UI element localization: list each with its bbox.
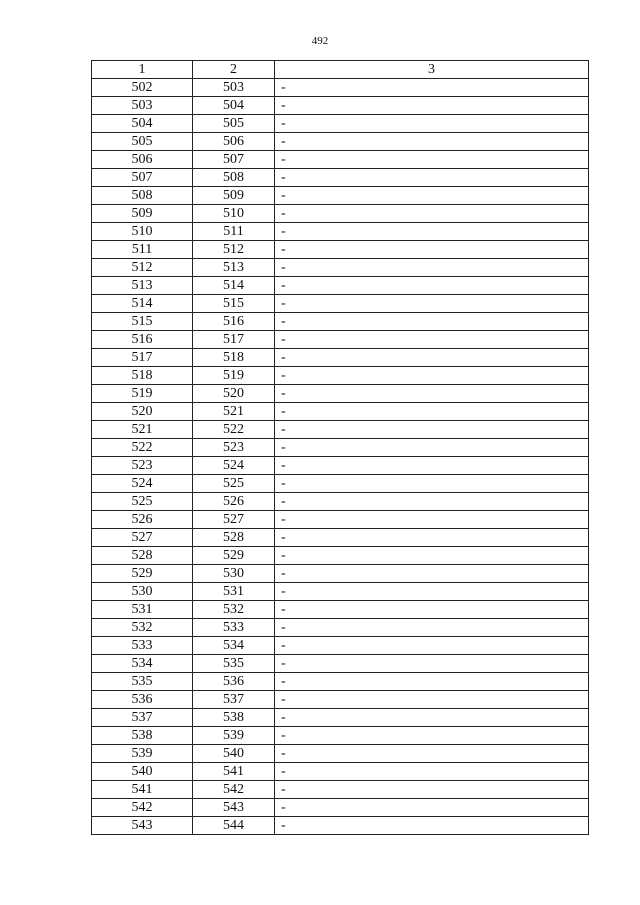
table-cell-col-1: 542 bbox=[92, 799, 193, 817]
table-cell-col-1: 534 bbox=[92, 655, 193, 673]
table-cell-col-1: 516 bbox=[92, 331, 193, 349]
header-row bbox=[92, 61, 589, 79]
table-cell-col-1: 512 bbox=[92, 259, 193, 277]
table-cell-col-2: 541 bbox=[193, 763, 275, 781]
table-cell-col-3: - bbox=[275, 583, 589, 601]
table-cell-col-1: 541 bbox=[92, 781, 193, 799]
table-cell-col-2: 536 bbox=[193, 673, 275, 691]
table-cell-col-1: 539 bbox=[92, 745, 193, 763]
table-row bbox=[92, 745, 589, 763]
header-cell-1: 1 bbox=[92, 61, 193, 79]
table-row bbox=[92, 169, 589, 187]
table-cell-col-1: 530 bbox=[92, 583, 193, 601]
table-row bbox=[92, 547, 589, 565]
table-cell-col-1: 524 bbox=[92, 475, 193, 493]
table-cell-col-1: 520 bbox=[92, 403, 193, 421]
table-header bbox=[92, 61, 589, 79]
table-cell-col-3: - bbox=[275, 313, 589, 331]
table-row bbox=[92, 115, 589, 133]
table-cell-col-1: 503 bbox=[92, 97, 193, 115]
table-row bbox=[92, 349, 589, 367]
table-row bbox=[92, 187, 589, 205]
table-row bbox=[92, 259, 589, 277]
table-row bbox=[92, 511, 589, 529]
table-cell-col-2: 530 bbox=[193, 565, 275, 583]
table-cell-col-1: 531 bbox=[92, 601, 193, 619]
table-cell-col-3: - bbox=[275, 565, 589, 583]
table-row bbox=[92, 133, 589, 151]
table-cell-col-2: 534 bbox=[193, 637, 275, 655]
table-cell-col-3: - bbox=[275, 457, 589, 475]
table-cell-col-2: 515 bbox=[193, 295, 275, 313]
table-cell-col-2: 523 bbox=[193, 439, 275, 457]
table-cell-col-3: - bbox=[275, 367, 589, 385]
table-cell-col-1: 527 bbox=[92, 529, 193, 547]
header-cell-3: 3 bbox=[275, 61, 589, 79]
table-body bbox=[92, 79, 589, 835]
table-cell-col-3: - bbox=[275, 655, 589, 673]
table-cell-col-1: 537 bbox=[92, 709, 193, 727]
table-cell-col-1: 502 bbox=[92, 79, 193, 97]
table-cell-col-1: 519 bbox=[92, 385, 193, 403]
table-cell-col-3: - bbox=[275, 421, 589, 439]
table-row bbox=[92, 457, 589, 475]
table-cell-col-1: 536 bbox=[92, 691, 193, 709]
table-cell-col-2: 517 bbox=[193, 331, 275, 349]
table-row bbox=[92, 799, 589, 817]
table-row bbox=[92, 781, 589, 799]
table-cell-col-2: 542 bbox=[193, 781, 275, 799]
table-row bbox=[92, 727, 589, 745]
table-cell-col-3: - bbox=[275, 259, 589, 277]
table-cell-col-1: 533 bbox=[92, 637, 193, 655]
table-row bbox=[92, 205, 589, 223]
table-row bbox=[92, 817, 589, 835]
table-cell-col-2: 537 bbox=[193, 691, 275, 709]
table-cell-col-1: 505 bbox=[92, 133, 193, 151]
table-row bbox=[92, 493, 589, 511]
table-row bbox=[92, 313, 589, 331]
table-row bbox=[92, 475, 589, 493]
table-cell-col-3: - bbox=[275, 115, 589, 133]
table-cell-col-3: - bbox=[275, 79, 589, 97]
table-cell-col-1: 521 bbox=[92, 421, 193, 439]
table-row bbox=[92, 763, 589, 781]
table-cell-col-1: 513 bbox=[92, 277, 193, 295]
table-cell-col-1: 510 bbox=[92, 223, 193, 241]
table-cell-col-1: 509 bbox=[92, 205, 193, 223]
table-row bbox=[92, 277, 589, 295]
table-cell-col-2: 524 bbox=[193, 457, 275, 475]
table-cell-col-1: 514 bbox=[92, 295, 193, 313]
table-cell-col-1: 529 bbox=[92, 565, 193, 583]
table-cell-col-2: 532 bbox=[193, 601, 275, 619]
table-cell-col-1: 526 bbox=[92, 511, 193, 529]
table-cell-col-2: 526 bbox=[193, 493, 275, 511]
table-cell-col-2: 511 bbox=[193, 223, 275, 241]
table-cell-col-2: 544 bbox=[193, 817, 275, 835]
table-cell-col-2: 522 bbox=[193, 421, 275, 439]
table-cell-col-3: - bbox=[275, 619, 589, 637]
table-row bbox=[92, 241, 589, 259]
table-cell-col-1: 507 bbox=[92, 169, 193, 187]
table-cell-col-3: - bbox=[275, 295, 589, 313]
table-cell-col-2: 505 bbox=[193, 115, 275, 133]
table-cell-col-3: - bbox=[275, 817, 589, 835]
table-cell-col-1: 540 bbox=[92, 763, 193, 781]
table-cell-col-2: 527 bbox=[193, 511, 275, 529]
table-cell-col-2: 519 bbox=[193, 367, 275, 385]
table-cell-col-1: 522 bbox=[92, 439, 193, 457]
table-cell-col-2: 503 bbox=[193, 79, 275, 97]
table-row bbox=[92, 619, 589, 637]
table-cell-col-2: 539 bbox=[193, 727, 275, 745]
table-cell-col-2: 512 bbox=[193, 241, 275, 259]
table-cell-col-2: 513 bbox=[193, 259, 275, 277]
table-row bbox=[92, 583, 589, 601]
table-cell-col-3: - bbox=[275, 691, 589, 709]
table-cell-col-3: - bbox=[275, 223, 589, 241]
table-cell-col-2: 518 bbox=[193, 349, 275, 367]
table-cell-col-3: - bbox=[275, 349, 589, 367]
table-cell-col-2: 509 bbox=[193, 187, 275, 205]
table-cell-col-3: - bbox=[275, 493, 589, 511]
table-cell-col-3: - bbox=[275, 727, 589, 745]
table-cell-col-2: 543 bbox=[193, 799, 275, 817]
table-cell-col-2: 528 bbox=[193, 529, 275, 547]
table-cell-col-3: - bbox=[275, 529, 589, 547]
table-cell-col-2: 507 bbox=[193, 151, 275, 169]
table-row bbox=[92, 655, 589, 673]
table-row bbox=[92, 79, 589, 97]
table-cell-col-3: - bbox=[275, 511, 589, 529]
table-cell-col-1: 511 bbox=[92, 241, 193, 259]
table-cell-col-1: 518 bbox=[92, 367, 193, 385]
data-table bbox=[91, 60, 589, 835]
table-cell-col-3: - bbox=[275, 709, 589, 727]
table-cell-col-3: - bbox=[275, 637, 589, 655]
table-cell-col-1: 535 bbox=[92, 673, 193, 691]
table-row bbox=[92, 385, 589, 403]
table-cell-col-1: 515 bbox=[92, 313, 193, 331]
table-cell-col-3: - bbox=[275, 601, 589, 619]
table-cell-col-3: - bbox=[275, 547, 589, 565]
table-cell-col-3: - bbox=[275, 97, 589, 115]
table-cell-col-3: - bbox=[275, 385, 589, 403]
table-cell-col-2: 533 bbox=[193, 619, 275, 637]
table-cell-col-1: 543 bbox=[92, 817, 193, 835]
table-row bbox=[92, 637, 589, 655]
header-cell-2: 2 bbox=[193, 61, 275, 79]
table-cell-col-3: - bbox=[275, 133, 589, 151]
table-cell-col-2: 535 bbox=[193, 655, 275, 673]
table-cell-col-1: 508 bbox=[92, 187, 193, 205]
table-cell-col-3: - bbox=[275, 241, 589, 259]
table-row bbox=[92, 601, 589, 619]
table-cell-col-2: 521 bbox=[193, 403, 275, 421]
table-cell-col-2: 516 bbox=[193, 313, 275, 331]
table-row bbox=[92, 295, 589, 313]
table-cell-col-1: 504 bbox=[92, 115, 193, 133]
table-cell-col-1: 525 bbox=[92, 493, 193, 511]
table-cell-col-2: 514 bbox=[193, 277, 275, 295]
table-cell-col-2: 510 bbox=[193, 205, 275, 223]
page-number: 492 bbox=[311, 35, 329, 47]
table-row bbox=[92, 331, 589, 349]
table-row bbox=[92, 97, 589, 115]
table-cell-col-3: - bbox=[275, 403, 589, 421]
table-cell-col-3: - bbox=[275, 277, 589, 295]
table-row bbox=[92, 151, 589, 169]
table-cell-col-1: 532 bbox=[92, 619, 193, 637]
table-cell-col-1: 517 bbox=[92, 349, 193, 367]
table-cell-col-2: 538 bbox=[193, 709, 275, 727]
table-cell-col-2: 540 bbox=[193, 745, 275, 763]
table-row bbox=[92, 421, 589, 439]
table-cell-col-2: 506 bbox=[193, 133, 275, 151]
table-cell-col-2: 520 bbox=[193, 385, 275, 403]
table-cell-col-3: - bbox=[275, 475, 589, 493]
table-cell-col-3: - bbox=[275, 781, 589, 799]
table-row bbox=[92, 439, 589, 457]
table-cell-col-3: - bbox=[275, 439, 589, 457]
table-row bbox=[92, 709, 589, 727]
table-cell-col-3: - bbox=[275, 331, 589, 349]
table-row bbox=[92, 565, 589, 583]
table-row bbox=[92, 691, 589, 709]
table-cell-col-2: 525 bbox=[193, 475, 275, 493]
table-cell-col-3: - bbox=[275, 745, 589, 763]
table-cell-col-1: 538 bbox=[92, 727, 193, 745]
table-cell-col-3: - bbox=[275, 169, 589, 187]
table-row bbox=[92, 367, 589, 385]
table-cell-col-2: 531 bbox=[193, 583, 275, 601]
table-cell-col-1: 506 bbox=[92, 151, 193, 169]
table-cell-col-2: 508 bbox=[193, 169, 275, 187]
table-row bbox=[92, 673, 589, 691]
table-cell-col-3: - bbox=[275, 151, 589, 169]
table-cell-col-3: - bbox=[275, 205, 589, 223]
table-cell-col-2: 504 bbox=[193, 97, 275, 115]
table-row bbox=[92, 403, 589, 421]
table-cell-col-1: 528 bbox=[92, 547, 193, 565]
table-cell-col-1: 523 bbox=[92, 457, 193, 475]
table-cell-col-2: 529 bbox=[193, 547, 275, 565]
table-cell-col-3: - bbox=[275, 187, 589, 205]
table-row bbox=[92, 529, 589, 547]
table-cell-col-3: - bbox=[275, 673, 589, 691]
table-row bbox=[92, 223, 589, 241]
table-cell-col-3: - bbox=[275, 763, 589, 781]
table-cell-col-3: - bbox=[275, 799, 589, 817]
